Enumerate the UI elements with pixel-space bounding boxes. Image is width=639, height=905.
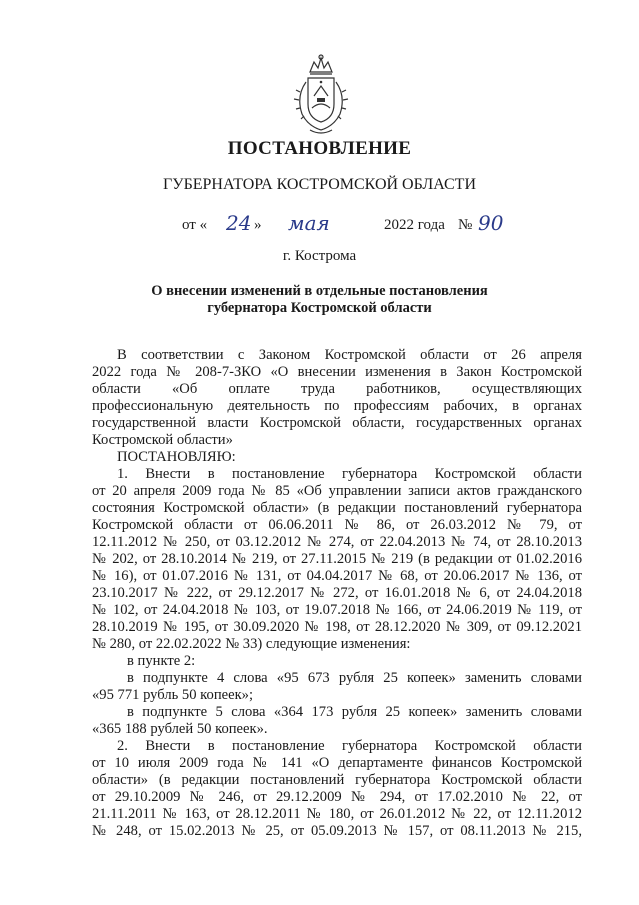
body-line: № 16), от 01.07.2016 № 131, от 04.04.2017 № 68, от 20.06.2017 № 136, от	[92, 568, 582, 584]
date-prefix: от «	[182, 217, 208, 233]
body-line: в пункте 2:	[127, 653, 196, 669]
date-closing-quote: »	[254, 217, 262, 233]
date-year: 2022 года	[384, 217, 445, 233]
date-line	[0, 213, 639, 241]
date-day-handwritten: 24	[226, 211, 252, 235]
date-month-handwritten: мая	[288, 211, 330, 235]
body-line: состояния Костромской области» (в редакции постановлений губернатора	[92, 500, 582, 516]
document-heading	[0, 283, 639, 317]
body-line: 28.10.2019 № 195, от 30.09.2020 № 198, от 28.12.2020 № 309, от 09.12.2021	[92, 619, 582, 635]
body-line: государственной власти Костромской области, государственных органах	[92, 415, 582, 431]
body-line: «95 771 рубль 50 копеек»;	[92, 687, 254, 703]
document-title: ПОСТАНОВЛЕНИЕ	[227, 138, 412, 159]
body-line: от 29.10.2009 № 246, от 29.12.2009 № 294, от 17.02.2010 № 22, от	[92, 789, 582, 805]
body-line: от 20 апреля 2009 года № 85 «Об управлении записи актов гражданского	[92, 483, 582, 499]
body-line: 12.11.2012 № 250, от 03.12.2012 № 274, от 22.04.2013 № 74, от 28.10.2013	[92, 534, 582, 550]
body-line: 2022 года № 208-7-ЗКО «О внесении изменения в Закон Костромской	[92, 364, 582, 380]
city: г. Кострома	[282, 248, 357, 264]
heading-line: О внесении изменений в отдельные постановления	[151, 283, 488, 299]
body-line: в подпункте 4 слова «95 673 рубля 25 копеек» заменить словами	[127, 670, 582, 686]
document-body	[92, 347, 582, 840]
body-line: 2. Внести в постановление губернатора Костромской области	[117, 738, 582, 754]
body-line: № 202, от 28.10.2014 № 219, от 27.11.2015 № 219 (в редакции от 01.02.2016	[92, 551, 582, 567]
body-line-resolution: ПОСТАНОВЛЯЮ:	[117, 449, 236, 465]
body-line: 21.11.2011 № 163, от 28.12.2011 № 180, от 26.01.2012 № 22, от 12.11.2012	[92, 806, 582, 822]
body-line: № 248, от 15.02.2013 № 25, от 05.09.2013 № 157, от 08.11.2013 № 215,	[92, 823, 582, 839]
body-line: «365 188 рублей 50 копеек».	[92, 721, 268, 737]
body-line: области «Об оплате труда работников, осуществляющих	[92, 381, 582, 397]
body-line: 23.10.2017 № 222, от 29.12.2017 № 272, от 16.01.2018 № 6, от 24.04.2018	[92, 585, 582, 601]
body-line: от 10 июля 2009 года № 141 «О департаменте финансов Костромской	[92, 755, 582, 771]
body-line: 1. Внести в постановление губернатора Костромской области	[117, 466, 582, 482]
heading-line: губернатора Костромской области	[207, 300, 432, 316]
body-line: Костромской области от 06.06.2011 № 86, от 26.03.2012 № 79, от	[92, 517, 582, 533]
body-line: профессиональную деятельность по профессиям рабочих, в органах	[92, 398, 582, 414]
coat-of-arms-icon	[290, 52, 352, 138]
body-line: № 280, от 22.02.2022 № 33) следующие изменения:	[92, 636, 411, 652]
issuer-subtitle: ГУБЕРНАТОРА КОСТРОМСКОЙ ОБЛАСТИ	[162, 176, 476, 193]
body-line: Костромской области»	[92, 432, 233, 448]
body-line: области» (в редакции постановлений губернатора Костромской области	[92, 772, 582, 788]
document-number-handwritten: 90	[478, 211, 504, 235]
number-prefix: №	[458, 217, 473, 233]
body-line: в подпункте 5 слова «364 173 рубля 25 копеек» заменить словами	[127, 704, 582, 720]
body-line: № 102, от 24.04.2018 № 103, от 19.07.2018 № 166, от 24.06.2019 № 119, от	[92, 602, 582, 618]
body-line: В соответствии с Законом Костромской области от 26 апреля	[117, 347, 582, 363]
